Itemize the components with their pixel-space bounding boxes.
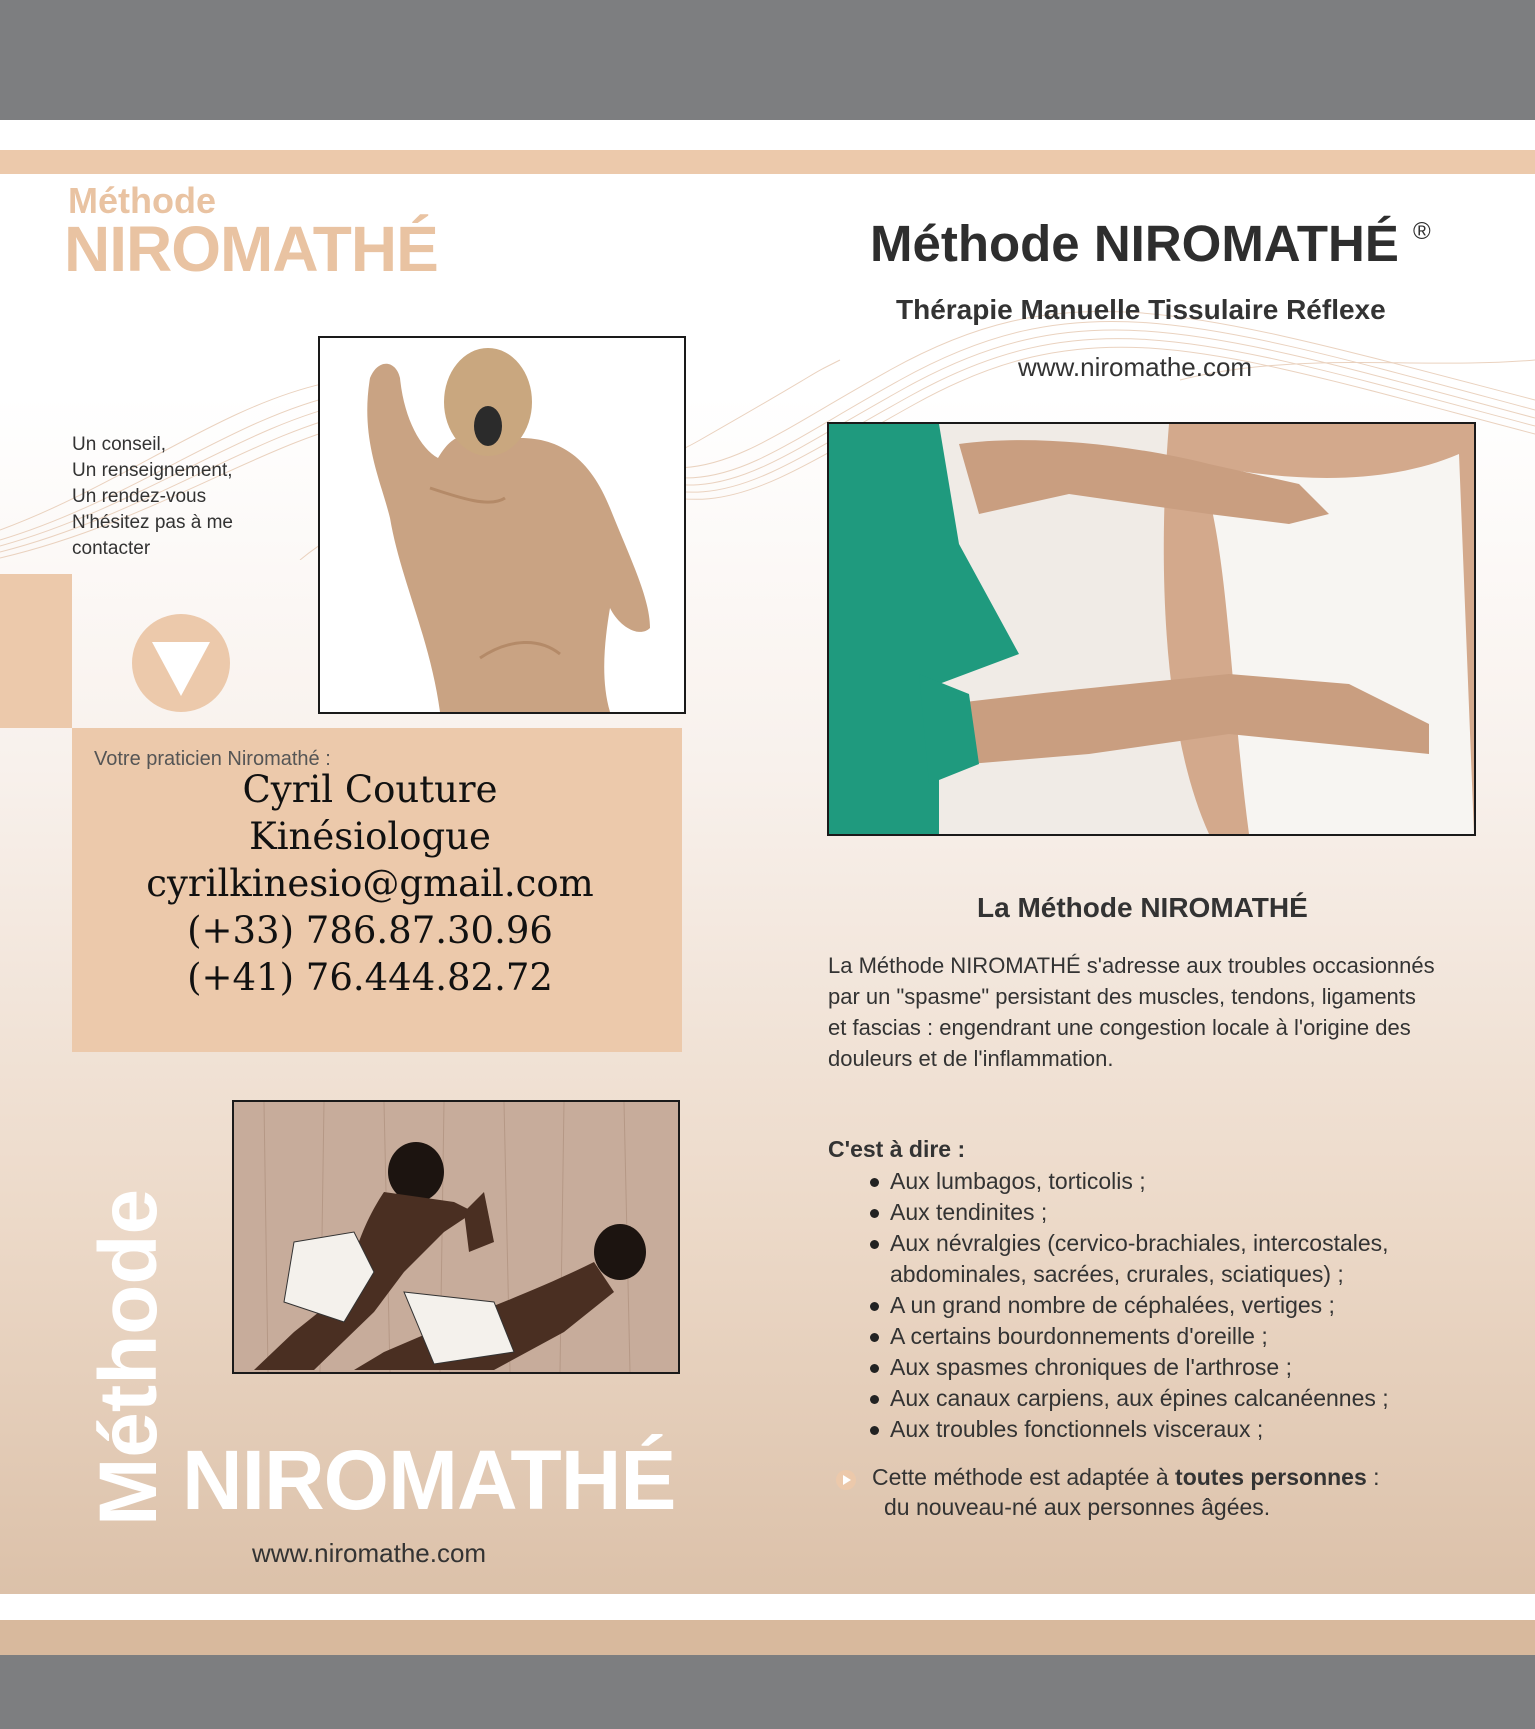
right-title — [870, 214, 1431, 273]
play-bullet-icon — [836, 1470, 856, 1490]
list-item: Aux canaux carpiens, aux épines calcanéennes ; — [866, 1383, 1389, 1414]
list-item-continuation: abdominales, sacrées, crurales, sciatiques) ; — [890, 1261, 1344, 1287]
left-logo-niromathe: NIROMATHÉ — [64, 213, 438, 285]
fresco-illustration — [234, 1102, 678, 1372]
left-website[interactable]: www.niromathe.com — [252, 1538, 487, 1568]
bottom-white-strip — [0, 1594, 1535, 1620]
practitioner-card — [72, 728, 682, 1052]
phone-switzerland[interactable]: (+41) 76.444.82.72 — [187, 956, 553, 999]
description-paragraph — [828, 950, 1498, 1074]
list-item: Aux troubles fonctionnels visceraux ; — [866, 1414, 1389, 1445]
big-niromathe-text: NIROMATHÉ — [182, 1433, 676, 1527]
phone-france[interactable]: (+33) 786.87.30.96 — [187, 909, 553, 952]
advice-line: Un conseil, — [72, 434, 166, 455]
bottom-tan-band — [0, 1620, 1535, 1655]
list-item: Aux névralgies (cervico-brachiales, intercostales, — [866, 1228, 1389, 1259]
right-subtitle: Thérapie Manuelle Tissulaire Réflexe — [896, 294, 1386, 325]
advice-line: Un rendez-vous — [72, 486, 207, 507]
paragraph-line: par un "spasme" persistant des muscles, tendons, ligaments — [828, 984, 1416, 1009]
list-title: C'est à dire : — [828, 1136, 966, 1162]
top-white-strip — [0, 120, 1535, 150]
closing-line-2: du nouveau-né aux personnes âgées. — [884, 1494, 1271, 1520]
advice-text — [72, 432, 233, 562]
advice-line: N'hésitez pas à me — [72, 512, 233, 533]
conditions-list — [866, 1166, 1389, 1445]
practitioner-details — [72, 766, 668, 1001]
top-peach-band — [0, 150, 1535, 174]
closing-line-1 — [872, 1464, 1380, 1491]
right-title-text: Méthode NIROMATHÉ — [870, 215, 1399, 272]
paragraph-line: douleurs et de l'inflammation. — [828, 1046, 1114, 1071]
closing-bold: toutes personnes — [1175, 1464, 1367, 1490]
section-title: La Méthode NIROMATHÉ — [977, 892, 1308, 923]
practitioner-title: Kinésiologue — [249, 815, 491, 858]
list-item: Aux spasmes chroniques de l'arthrose ; — [866, 1352, 1389, 1383]
egyptian-fresco-image — [232, 1100, 680, 1374]
closing-colon: : — [1366, 1464, 1380, 1490]
woman-back-illustration — [320, 338, 684, 712]
advice-line: contacter — [72, 538, 151, 559]
paragraph-line: et fascias : engendrant une congestion locale à l'origine des — [828, 1015, 1411, 1040]
practitioner-email[interactable]: cyrilkinesio@gmail.com — [146, 862, 594, 905]
down-triangle-glyph — [132, 614, 230, 712]
therapy-illustration — [829, 424, 1474, 834]
brochure-page — [0, 120, 1535, 1655]
list-item: A certains bourdonnements d'oreille ; — [866, 1321, 1389, 1352]
back-pain-photo — [318, 336, 686, 714]
left-logo-methode: Méthode — [68, 180, 216, 221]
play-bullet-glyph — [836, 1470, 856, 1490]
right-website[interactable]: www.niromathe.com — [1018, 352, 1253, 382]
paragraph-line: La Méthode NIROMATHÉ s'adresse aux troubles occasionnés — [828, 953, 1435, 978]
list-item: A un grand nombre de céphalées, vertiges ; — [866, 1290, 1389, 1321]
practitioner-name: Cyril Couture — [242, 768, 498, 811]
left-peach-tab — [0, 574, 72, 728]
advice-line: Un renseignement, — [72, 460, 233, 481]
closing-text: Cette méthode est adaptée à — [872, 1464, 1176, 1490]
registered-mark: ® — [1413, 218, 1431, 245]
down-triangle-icon — [132, 614, 230, 712]
practitioner-label: Votre praticien Niromathé : — [94, 748, 331, 770]
list-item: Aux tendinites ; — [866, 1197, 1389, 1228]
vertical-methode-text: Méthode — [83, 1188, 174, 1526]
therapy-photo — [827, 422, 1476, 836]
list-item: Aux lumbagos, torticolis ; — [866, 1166, 1389, 1197]
